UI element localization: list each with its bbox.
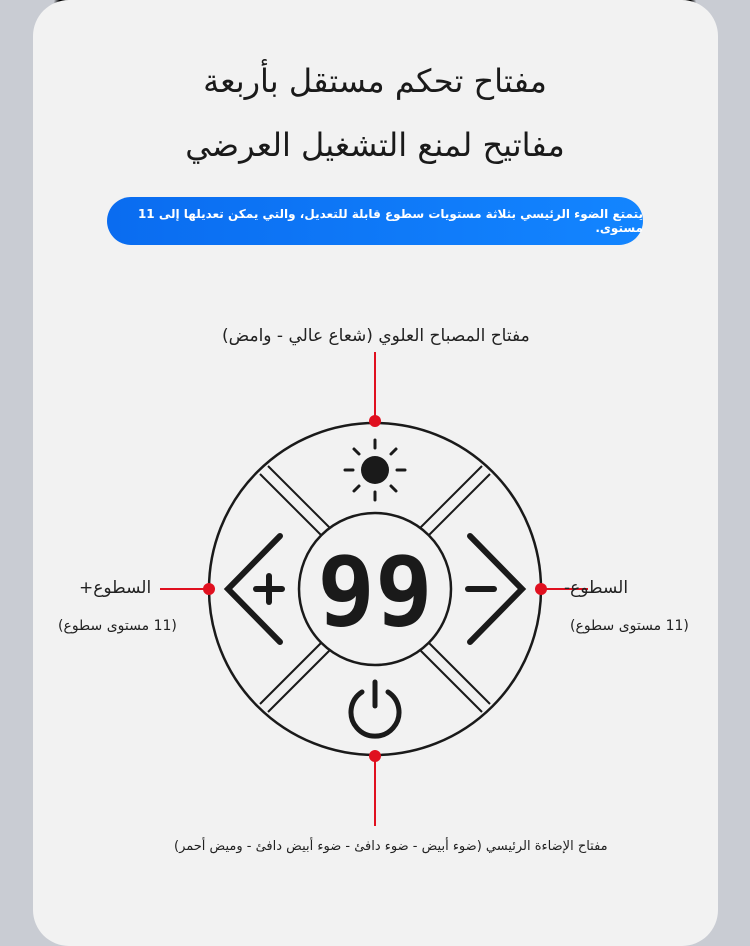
brightness-plus-sublabel: (11 مستوى سطوع) [58, 618, 177, 634]
main-light-switch-label: مفتاح الإضاءة الرئيسي (ضوء أبيض - ضوء دافئ - ضوء أبيض دافئ - وميض أحمر) [174, 839, 608, 854]
brightness-minus-label: السطوع- [564, 578, 629, 598]
digital-readout: 99 [317, 536, 433, 648]
left-marker-dot [203, 583, 215, 595]
page-title-line1: مفتاح تحكم مستقل بأربعة [203, 62, 547, 100]
info-banner-text: يتمتع الضوء الرئيسي بثلاثة مستويات سطوع قابلة للتعديل، والتي يمكن تعديلها إلى 11 مستوى. [137, 207, 643, 235]
top-marker-dot [369, 415, 381, 427]
top-switch-label: مفتاح المصباح العلوي (شعاع عالي - وامض) [222, 326, 530, 346]
page-title-line2: مفاتيح لمنع التشغيل العرضي [185, 126, 565, 164]
bottom-marker-dot [369, 750, 381, 762]
brightness-minus-sublabel: (11 مستوى سطوع) [570, 618, 689, 634]
sun-icon[interactable] [345, 440, 405, 500]
brightness-plus-label: السطوع+ [79, 578, 152, 598]
right-marker-dot [535, 583, 547, 595]
